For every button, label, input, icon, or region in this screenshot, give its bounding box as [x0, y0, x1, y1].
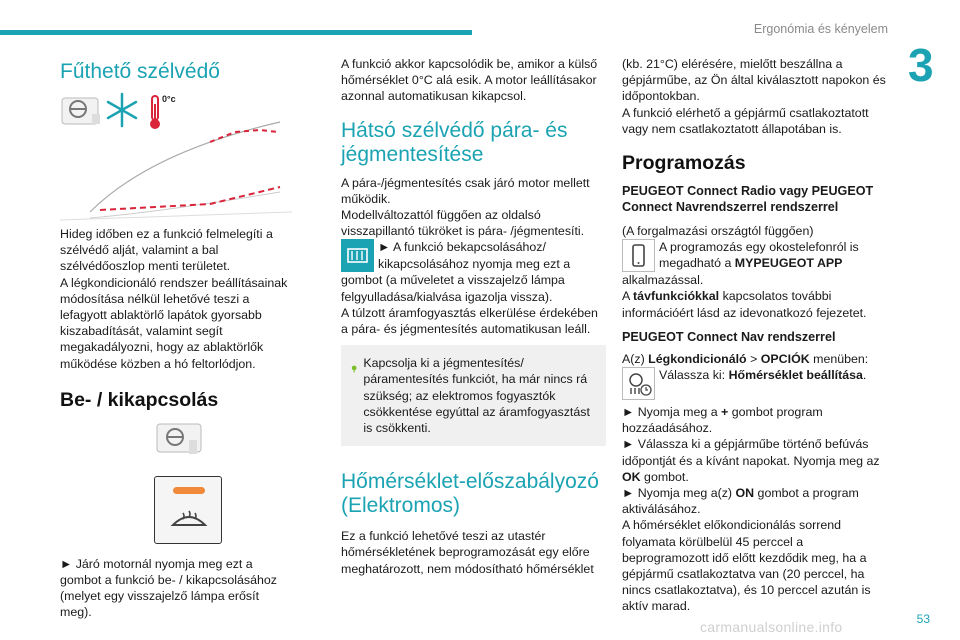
text-plus: + [721, 405, 729, 420]
text-on: ON [735, 486, 755, 501]
heading-programming: Programozás [622, 152, 746, 175]
text-gombot-program: gombot program hozzáadásához. [622, 405, 823, 436]
para-bekapcsolas: ► A funkció bekapcsolásához/ kikapcsolásához nyomja meg ezt a [378, 240, 571, 271]
para-kb21: (kb. 21°C) elérésére, mielőtt beszállna a gépjárműbe, az Ön által kiválasztott napokon és időpontokban. [622, 57, 886, 104]
heading-on-off: Be- / kikapcsolás [60, 388, 219, 411]
text-dot: . [862, 368, 867, 383]
text-legkondi: Légkondicionáló [648, 351, 747, 366]
smartphone-icon [622, 239, 655, 272]
heading-heated-windscreen: Fűthető szélvédő [60, 60, 220, 83]
heated-windscreen-illustration [60, 92, 292, 222]
text-a: A [622, 289, 630, 304]
para-elokondicionalas: A hőmérséklet előkondicionálás sorrend folyamata körülbelül 45 perccel a beprogramozott idő előtt kezdődik meg, ha a gépjármű csatlakoztatva van (20 perccel, ha nincs csatlakoztatva), és 10 perccel azután is aktív marad. [622, 518, 871, 614]
tip-text: Kapcsolja ki a jégmentesítés/ páramentesítés funkciót, ha már nincs rá szükség; az elektromos fogyasztók csökkentése egyúttal az áramfogyasztást is csökkenti. [363, 356, 590, 436]
text-valassza: Válassza ki: [659, 368, 726, 383]
indicator-lamp [173, 487, 205, 494]
heading-preconditioning: Hőmérséklet-előszabályozó (Elektromos) [341, 470, 599, 518]
para-programozas: A programozás egy okostelefonról is megadható a [659, 240, 859, 271]
para-legkondi: A légkondicionáló rendszer beállításainak módosítása nélkül lehetővé teszi a lefagyott ablaktörlő lapátok gyorsabb kiszabadítását, valamint segít megakadályozni, hogy az ablaktörlők működése közben a hó feltorlódjon. [60, 275, 288, 371]
text-nyomja-meg: ► Nyomja meg a(z) [622, 486, 733, 501]
text-gombot: gombot. [644, 469, 689, 484]
text-az: A(z) [622, 351, 645, 366]
section-title: Ergonómia és kényelem [753, 22, 888, 36]
windscreen-defrost-icon [169, 505, 209, 533]
text-ok: OK [622, 469, 641, 484]
eco-tree-icon [351, 355, 357, 383]
app-name: MYPEUGEOT APP [734, 256, 843, 271]
para-modellvaltozat: Modellváltozattól függően az oldalsó visszapillantó tükröket is pára- /jégmentesíti. [341, 208, 585, 239]
para-ez-a-funkcio: Ez a funkció lehetővé teszi az utastér hőmérsékletének beprogramozását egy előre meghatározott, nem módosítható hőmérséklet [341, 529, 594, 576]
page-number: 53 [916, 612, 930, 626]
temp-label: 0°c [162, 94, 176, 104]
para-jaro-motor: A pára-/jégmentesítés csak járó motor mellett működik. [341, 175, 590, 206]
text-menuben: menüben: [813, 351, 869, 366]
defrost-front-button[interactable] [154, 476, 222, 544]
steering-wheel-icon-small [155, 422, 205, 462]
para-funkcio-kapcsol: A funkció akkor kapcsolódik be, amikor a külső hőmérséklet 0°C alá esik. A motor leállításakor azonnal automatikusan kikapcsol. [341, 57, 598, 104]
text-tavfunkciok: távfunkciókkal [633, 289, 720, 304]
tip-box [341, 345, 606, 446]
snowflake-icon [108, 94, 136, 126]
text-valassza-ki: ► Válassza ki a gépjárműbe történő befúvás időpontját és a kívánt napokat. Nyomja meg az [622, 437, 880, 468]
para-tulzott: A túlzott áramfogyasztás elkerülése érdekében a pára- és jégmentesítés automatikusan leáll. [341, 305, 598, 337]
fan-clock-icon [622, 367, 655, 400]
heading-rear-defrost: Hátsó szélvédő pára- és jégmentesítése [341, 118, 568, 166]
text-gt: > [750, 351, 758, 366]
chapter-number: 3 [908, 39, 934, 91]
steering-wheel-icon [62, 98, 100, 124]
heading-connect-nav: PEUGEOT Connect Nav rendszerrel [622, 329, 836, 344]
column-3 [622, 50, 892, 615]
para-elerheto: A funkció elérhető a gépjármű csatlakoztatott vagy nem csatlakoztatott állapotában is. [622, 105, 869, 136]
heading-connect-radio: PEUGEOT Connect Radio vagy PEUGEOT Connect Navrendszerrel rendszerrel [622, 184, 874, 215]
text-kapcsolatos: kapcsolatos további információért lásd az idevonatkozó fejezetet. [622, 289, 867, 320]
para-forgalmazasi: (A forgalmazási országtól függően) [622, 224, 814, 239]
text-homerseklet-beallitasa: Hőmérséklet beállítása [728, 368, 863, 383]
para-alkalmazassal: alkalmazással. [622, 273, 704, 288]
column-2 [341, 50, 606, 577]
thermometer-icon [150, 96, 160, 129]
text-nyomja: ► Nyomja meg a [622, 405, 718, 420]
para-jaro-motornal: ► Járó motornál nyomja meg ezt a gombot a funkció be- / kikapcsolásához (melyet egy visszajelző lámpa erősít meg). [60, 556, 277, 620]
text-aktivalas: gombot a program aktiválásához. [622, 486, 859, 517]
text-opciok: OPCIÓK [760, 351, 810, 366]
para-hideg: Hideg időben ez a funkció felmelegíti a szélvédő alját, valamint a bal szélvédőoszlop menti területet. [60, 227, 273, 274]
rear-defrost-button[interactable] [341, 239, 374, 272]
column-1 [60, 50, 292, 621]
rear-defrost-icon [341, 239, 374, 272]
header-accent-bar [0, 30, 472, 35]
para-gombot: gombot (a műveletet a visszajelző lámpa felgyulladása/kialvása igazolja vissza). [341, 273, 565, 304]
watermark: carmanualsonline.info [700, 619, 843, 635]
